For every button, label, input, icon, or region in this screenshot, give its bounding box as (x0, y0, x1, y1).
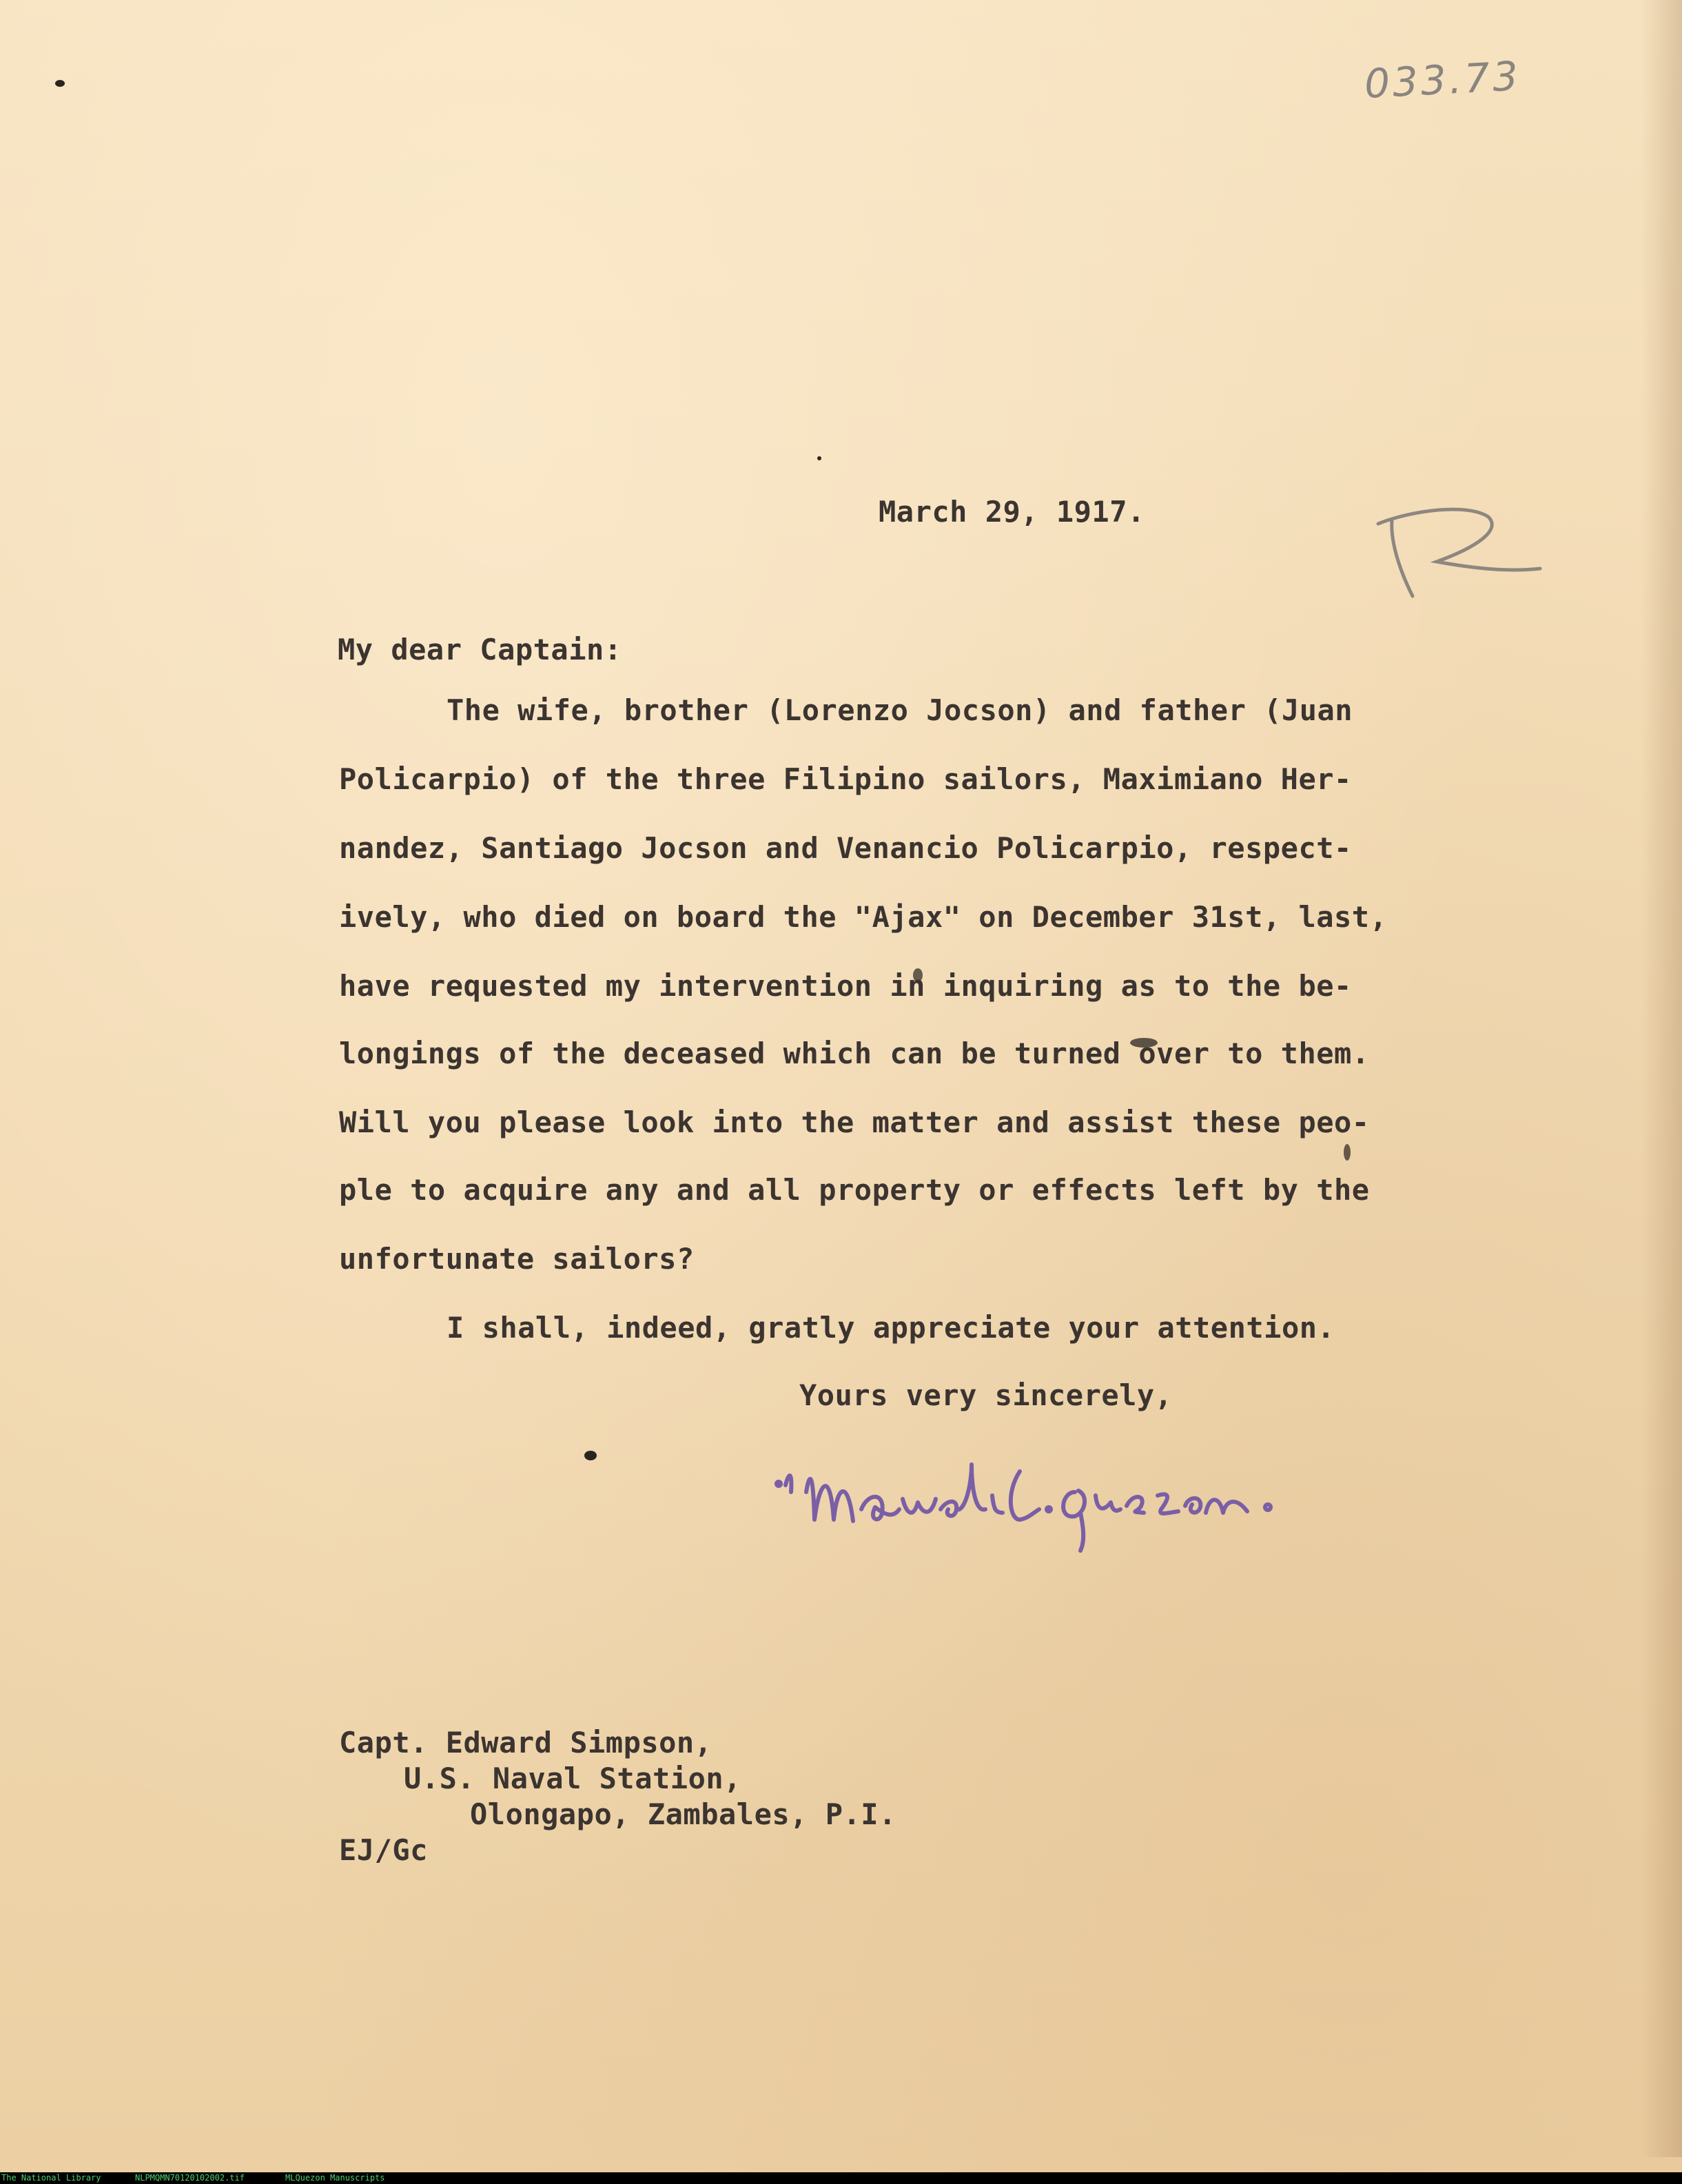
recipient-line-2: U.S. Naval Station, (404, 1762, 741, 1795)
recipient-name: Capt. Edward Simpson, (339, 1726, 712, 1759)
recipient-line-3: Olongapo, Zambales, P.I. (470, 1797, 896, 1831)
complimentary-close: Yours very sincerely, (799, 1378, 1173, 1412)
closing-paragraph: I shall, indeed, gratly appreciate your attention. (447, 1311, 1335, 1345)
handwritten-signature (772, 1444, 1351, 1554)
catalog-number: 033.73 (1363, 52, 1522, 108)
ink-speck (55, 80, 65, 87)
reference-initials: EJ/Gc (339, 1833, 428, 1867)
ink-smudge (1344, 1144, 1351, 1161)
pencil-r-mark (1371, 493, 1550, 610)
body-line: ively, who died on board the "Ajax" on December 31st, last, (339, 900, 1388, 934)
body-line: The wife, brother (Lorenzo Jocson) and father (Juan (447, 693, 1353, 727)
scan-footer (0, 2172, 1682, 2184)
body-line: longings of the deceased which can be turned over to them. (339, 1037, 1370, 1070)
body-line: nandez, Santiago Jocson and Venancio Policarpio, respect- (339, 831, 1352, 865)
footer-library: The National Library (1, 2173, 101, 2183)
body-line: Will you please look into the matter and assist these peo- (339, 1105, 1370, 1139)
footer-collection: MLQuezon Manuscripts (285, 2173, 385, 2183)
ink-speck (817, 456, 821, 460)
signature-text (0, 0, 1, 1)
body-line: have requested my intervention in inquiring as to the be- (339, 969, 1352, 1003)
letter-date: March 29, 1917. (879, 495, 1145, 529)
body-line: Policarpio) of the three Filipino sailors, Maximiano Her- (339, 762, 1352, 796)
paper-edge-shadow (1641, 0, 1682, 2157)
footer-file: NLPMQMN70120102002.tif (135, 2173, 245, 2183)
ink-speck (584, 1451, 597, 1460)
body-line: unfortunate sailors? (339, 1242, 695, 1276)
body-line: ple to acquire any and all property or effects left by the (339, 1173, 1370, 1207)
salutation: My dear Captain: (338, 633, 622, 666)
